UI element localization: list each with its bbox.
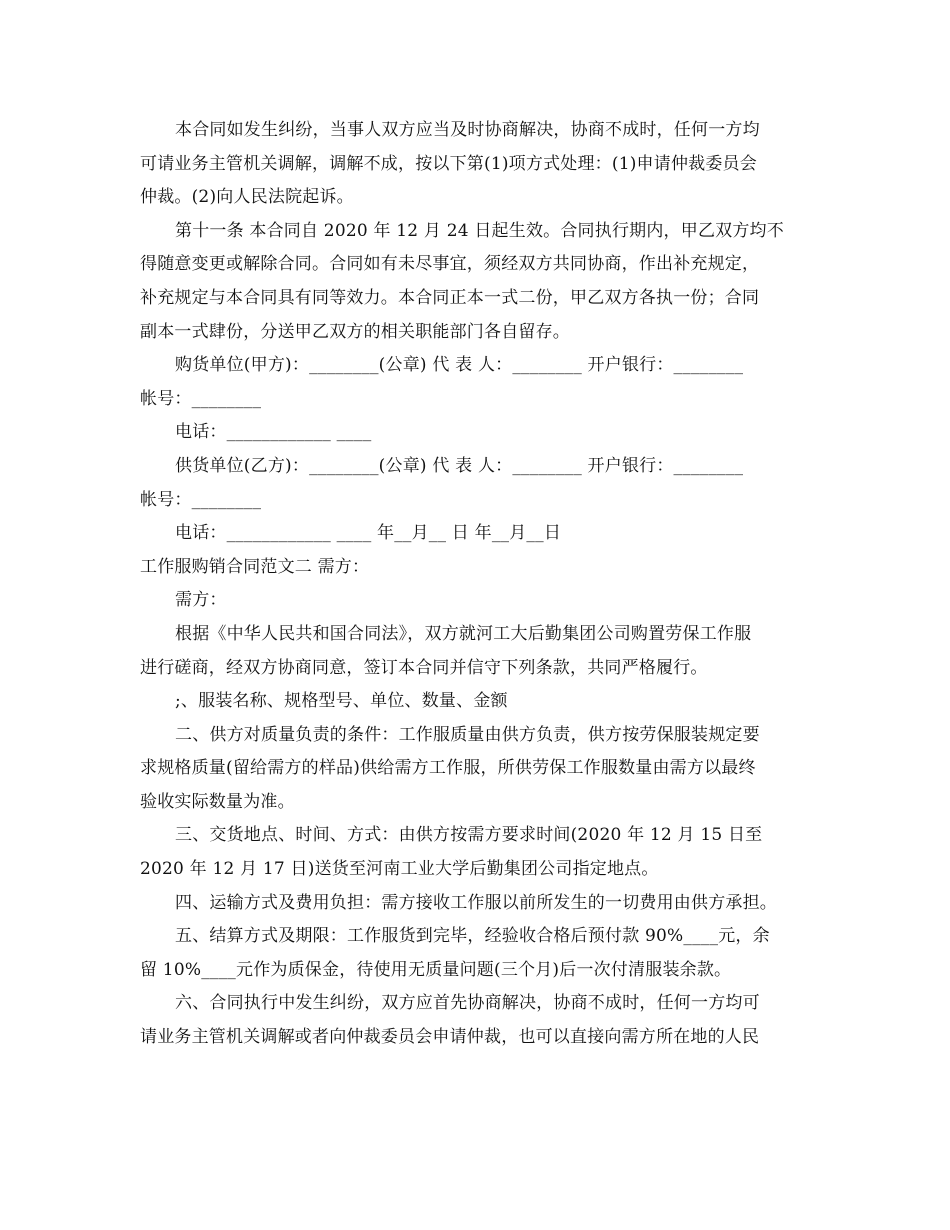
- text-line: 可请业务主管机关调解，调解不成，按以下第(1)项方式处理：(1)申请仲裁委员会: [140, 153, 757, 174]
- text-line: 副本一式肆份，分送甲乙双方的相关职能部门各自留存。: [140, 321, 570, 342]
- document-body: [140, 114, 820, 1055]
- text-line: 进行磋商，经双方协商同意，签订本合同并信守下列条款，共同严格履行。: [140, 657, 708, 678]
- text-line: 六、合同执行中发生纠纷，双方应首先协商解决，协商不成时，任何一方均可: [175, 993, 760, 1014]
- text-line: 工作服购销合同范文二 需方：: [140, 556, 370, 577]
- text-line: 根据《中华人民共和国合同法》，双方就河工大后勤集团公司购置劳保工作服: [175, 623, 752, 644]
- text-line: 验收实际数量为准。: [140, 791, 295, 812]
- text-line: 留 10%____元作为质保金，待使用无质量问题(三个月)后一次付清服装余款。: [140, 959, 732, 980]
- text-line: 电话：____________ ____ 年__月__ 日 年__月__日: [175, 523, 562, 544]
- text-line: 四、运输方式及费用负担：需方接收工作服以前所发生的一切费用由供方承担。: [175, 892, 777, 913]
- text-line: 需方：: [175, 590, 227, 611]
- text-line: 五、结算方式及期限：工作服货到完毕，经验收合格后预付款 90%____元，余: [175, 926, 770, 947]
- text-line: 得随意变更或解除合同。合同如有未尽事宜，须经双方共同协商，作出补充规定，: [140, 254, 760, 275]
- text-line: 求规格质量(留给需方的样品)供给需方工作服，所供劳保工作服数量由需方以最终: [140, 758, 756, 779]
- text-line: 三、交货地点、时间、方式：由供方按需方要求时间(2020 年 12 月 15 日至: [175, 825, 763, 846]
- text-line: ;、服装名称、规格型号、单位、数量、金额: [175, 691, 508, 712]
- text-line: 2020 年 12 月 17 日)送货至河南工业大学后勤集团公司指定地点。: [140, 859, 659, 880]
- text-line: 供货单位(乙方)：________(公章) 代 表 人：________ 开户银行：________: [175, 455, 744, 476]
- text-line: 本合同如发生纠纷，当事人双方应当及时协商解决，协商不成时，任何一方均: [175, 120, 760, 140]
- text-line: 电话：____________ ____: [175, 422, 372, 443]
- text-line: 请业务主管机关调解或者向仲裁委员会申请仲裁，也可以直接向需方所在地的人民: [140, 1027, 760, 1048]
- text-line: 二、供方对质量负责的条件：工作服质量由供方负责，供方按劳保服装规定要: [175, 724, 760, 745]
- text-line: 仲裁。(2)向人民法院起诉。: [140, 187, 354, 208]
- text-line: 补充规定与本合同具有同等效力。本合同正本一式二份，甲乙双方各执一份；合同: [140, 287, 760, 308]
- text-line: 帐号：________: [140, 489, 262, 510]
- text-line: 帐号：________: [140, 388, 262, 409]
- text-line: 购货单位(甲方)：________(公章) 代 表 人：________ 开户银行：________: [175, 355, 744, 376]
- text-line: 第十一条 本合同自 2020 年 12 月 24 日起生效。合同执行期内，甲乙双方均不: [175, 220, 784, 241]
